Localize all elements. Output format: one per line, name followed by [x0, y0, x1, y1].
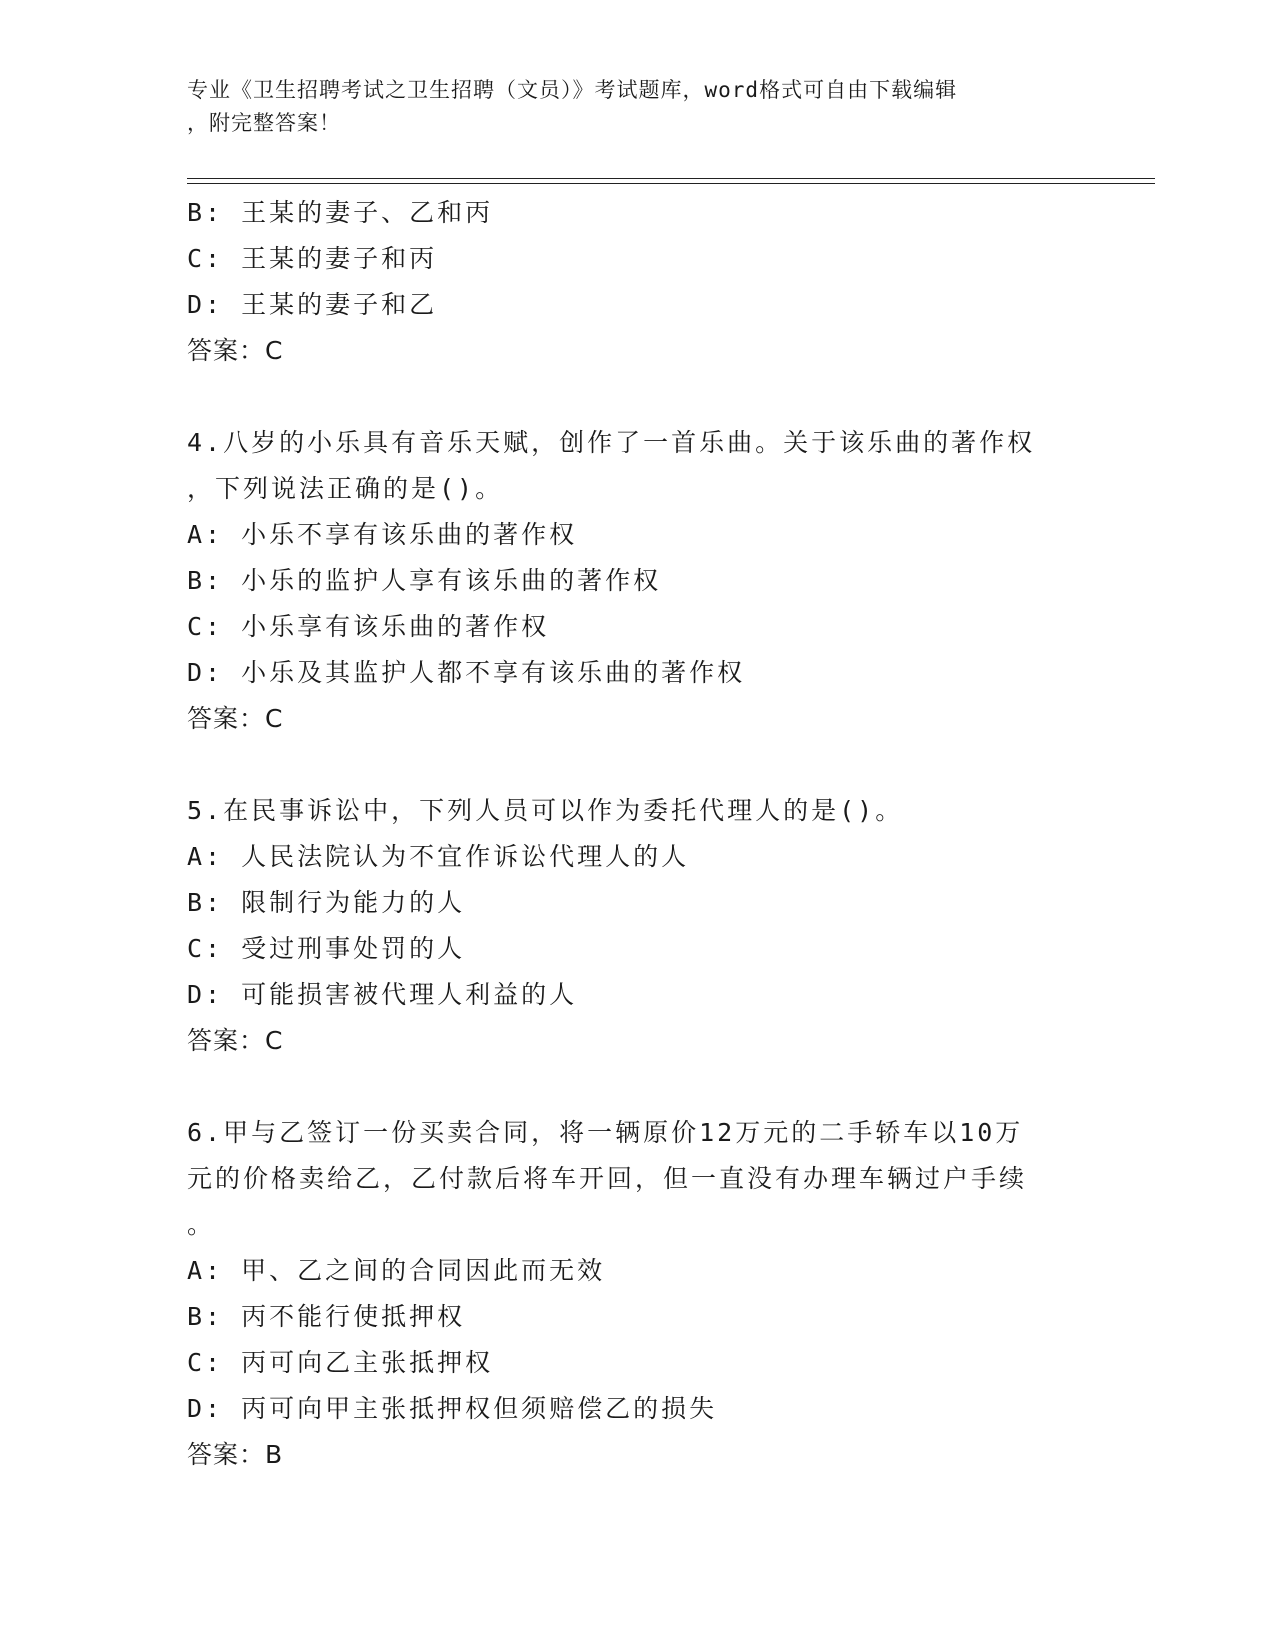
- option-c: C: 小乐享有该乐曲的著作权: [187, 612, 550, 641]
- question-4: [187, 420, 1067, 742]
- answer: 答案：C: [187, 704, 284, 733]
- header-line-1: 专业《卫生招聘考试之卫生招聘（文员）》考试题库，word格式可自由下载编辑: [187, 78, 958, 102]
- option-c: C: 受过刑事处罚的人: [187, 934, 466, 963]
- option-d: D: 丙可向甲主张抵押权但须赔偿乙的损失: [187, 1394, 718, 1423]
- option-a: A: 甲、乙之间的合同因此而无效: [187, 1256, 606, 1285]
- header-divider-bottom: [187, 183, 1155, 184]
- answer: 答案：C: [187, 1026, 284, 1055]
- question-stem: 4.八岁的小乐具有音乐天赋，创作了一首乐曲。关于该乐曲的著作权: [187, 428, 1036, 457]
- option-a: A: 人民法院认为不宜作诉讼代理人的人: [187, 842, 690, 871]
- question-gap: [187, 1064, 1067, 1110]
- question-stem-end: 。: [187, 1210, 216, 1239]
- question-stem: 5.在民事诉讼中，下列人员可以作为委托代理人的是()。: [187, 796, 904, 825]
- option-d: D: 小乐及其监护人都不享有该乐曲的著作权: [187, 658, 746, 687]
- question-5: [187, 788, 1067, 1064]
- option-d: D: 可能损害被代理人利益的人: [187, 980, 578, 1009]
- option-b: B: 小乐的监护人享有该乐曲的著作权: [187, 566, 662, 595]
- question-list: [187, 190, 1067, 1478]
- question-stem: 6.甲与乙签订一份买卖合同，将一辆原价12万元的二手轿车以10万: [187, 1118, 1024, 1147]
- answer: 答案：C: [187, 336, 284, 365]
- question-stem-continued: ，下列说法正确的是()。: [187, 474, 504, 503]
- question-3: [187, 190, 1067, 374]
- question-gap: [187, 374, 1067, 420]
- page-header: [187, 74, 1067, 140]
- option-c: C: 王某的妻子和丙: [187, 244, 438, 273]
- question-6: [187, 1110, 1067, 1478]
- option-c: C: 丙可向乙主张抵押权: [187, 1348, 494, 1377]
- header-divider-top: [187, 178, 1155, 179]
- answer: 答案：B: [187, 1440, 284, 1469]
- header-line-2: ，附完整答案！: [187, 111, 341, 135]
- option-a: A: 小乐不享有该乐曲的著作权: [187, 520, 578, 549]
- question-gap: [187, 742, 1067, 788]
- option-b: B: 限制行为能力的人: [187, 888, 466, 917]
- option-b: B: 丙不能行使抵押权: [187, 1302, 466, 1331]
- option-d: D: 王某的妻子和乙: [187, 290, 438, 319]
- option-b: B: 王某的妻子、乙和丙: [187, 198, 494, 227]
- question-stem-continued: 元的价格卖给乙，乙付款后将车开回，但一直没有办理车辆过户手续: [187, 1164, 1028, 1193]
